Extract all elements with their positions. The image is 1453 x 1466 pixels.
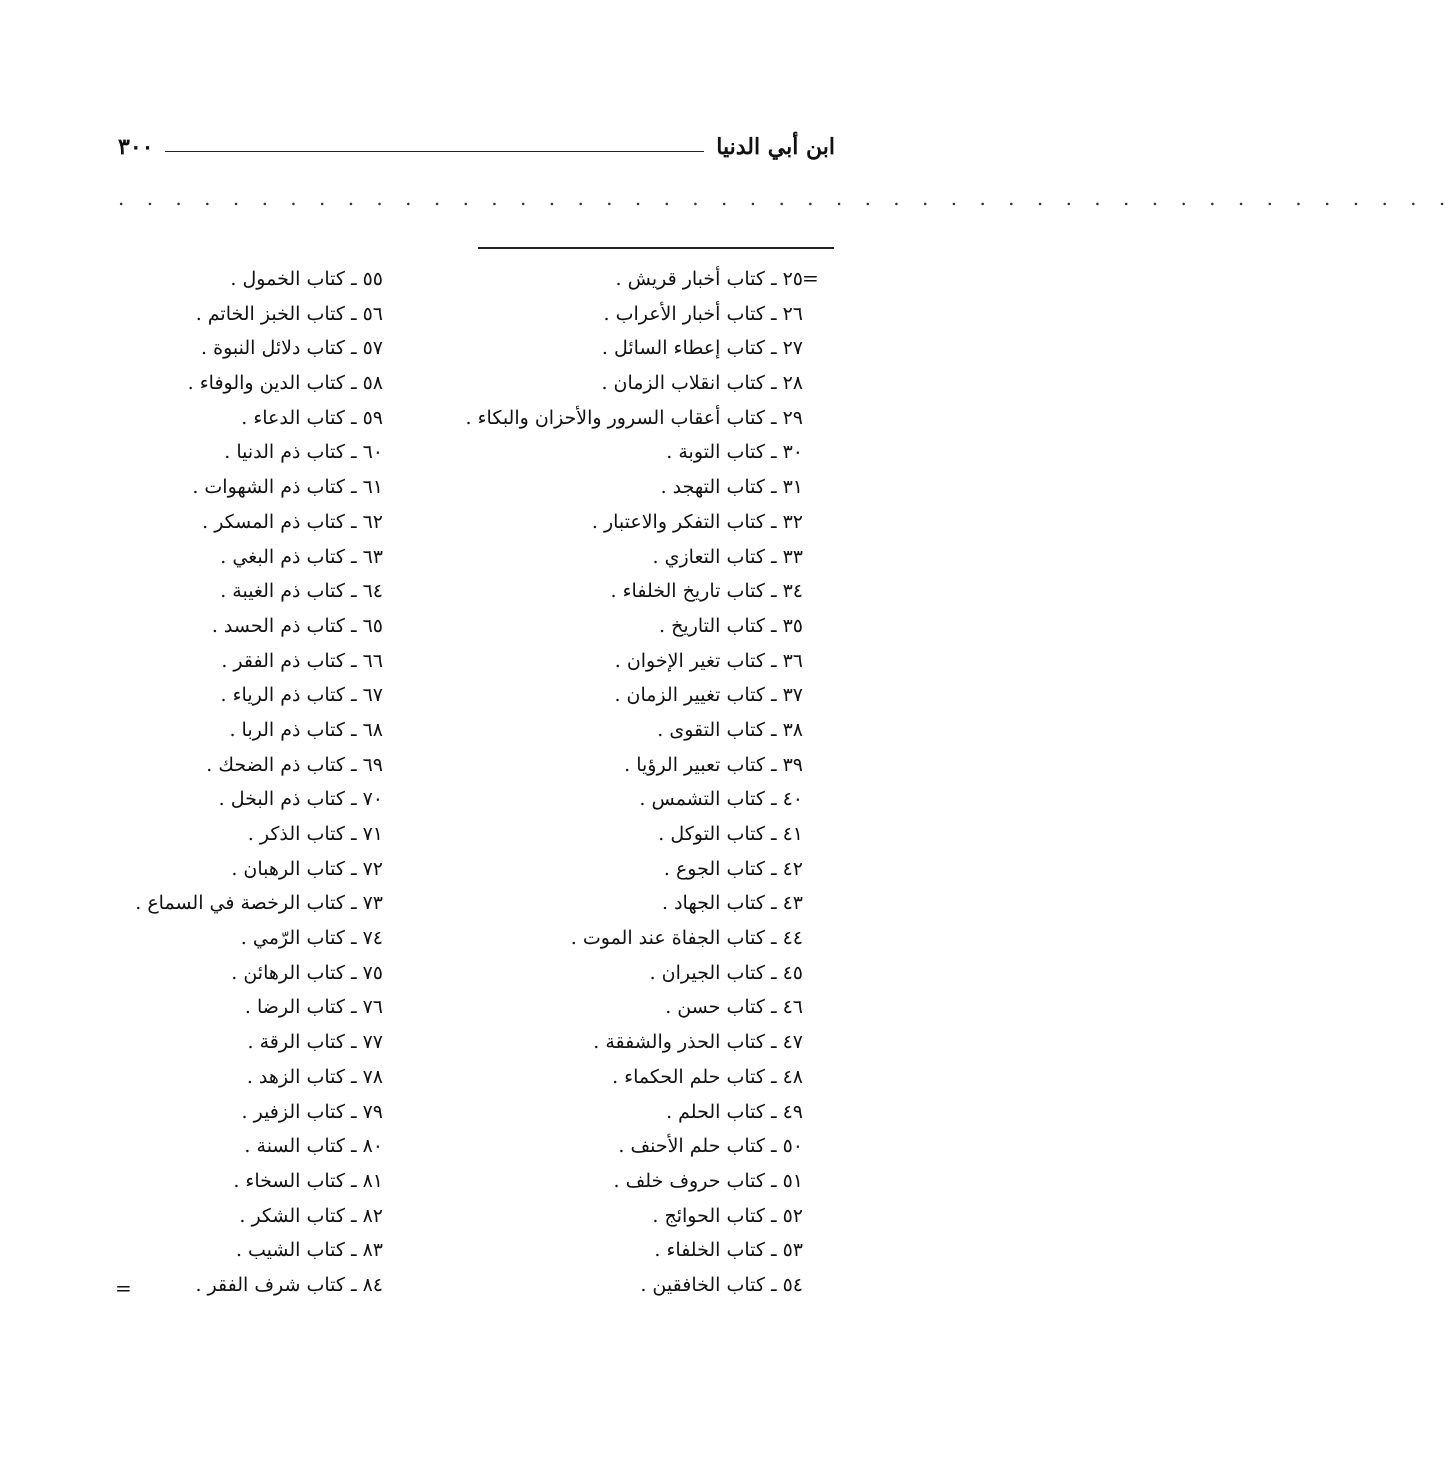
list-item: ٣٦ ـ كتاب تغير الإخوان . xyxy=(614,649,803,672)
list-item: ٣٢ ـ كتاب التفكر والاعتبار . xyxy=(591,510,803,533)
list-item: ٦٧ ـ كتاب ذم الرياء . xyxy=(220,684,383,707)
list-item: ٧٩ ـ كتاب الزفير . xyxy=(241,1100,383,1123)
list-item: ٢٧ ـ كتاب إعطاء السائل . xyxy=(601,337,803,360)
list-item: ٣٨ ـ كتاب التقوى . xyxy=(657,718,803,741)
list-item: ٤٠ ـ كتاب التشمس . xyxy=(639,788,803,811)
list-item: ٤٢ ـ كتاب الجوع . xyxy=(663,857,803,880)
list-item: ٧٨ ـ كتاب الزهد . xyxy=(246,1065,383,1088)
list-item: ٧١ ـ كتاب الذكر . xyxy=(247,823,383,845)
list-item: ٥٥ ـ كتاب الخمول . xyxy=(230,268,383,290)
list-item: ٤٥ ـ كتاب الجيران . xyxy=(649,961,803,984)
list-item: ٧٦ ـ كتاب الرضا . xyxy=(244,996,383,1019)
list-item: ٥١ ـ كتاب حروف خلف . xyxy=(613,1169,803,1192)
list-item: ٦٤ ـ كتاب ذم الغيبة . xyxy=(220,580,383,603)
list-item: ٦٩ ـ كتاب ذم الضحك . xyxy=(206,753,383,776)
running-header xyxy=(118,125,835,169)
list-item: ٣١ ـ كتاب التهجد . xyxy=(660,476,803,499)
list-item: ٣٩ ـ كتاب تعبير الرؤيا . xyxy=(624,753,803,776)
list-item: ٥٣ ـ كتاب الخلفاء . xyxy=(654,1239,803,1262)
list-item: ٤٦ ـ كتاب حسن . xyxy=(665,996,803,1019)
left-column-list xyxy=(135,262,383,1303)
list-item: ٣٠ ـ كتاب التوبة . xyxy=(666,441,803,464)
list-item: ٨١ ـ كتاب السخاء . xyxy=(233,1169,383,1192)
list-item: ٥٨ ـ كتاب الدين والوفاء . xyxy=(187,372,383,395)
continuation-mark-bottom: = xyxy=(115,1276,132,1300)
list-item: ٢٩ ـ كتاب أعقاب السرور والأحزان والبكاء . xyxy=(465,406,803,429)
right-column-list xyxy=(466,262,803,1303)
list-item: ٨٢ ـ كتاب الشكر . xyxy=(239,1204,383,1227)
list-item: ٦٥ ـ كتاب ذم الحسد . xyxy=(211,614,383,637)
list-item: ٥٤ ـ كتاب الخافقين . xyxy=(640,1273,803,1296)
list-item: ٣٤ ـ كتاب تاريخ الخلفاء . xyxy=(610,580,803,603)
list-item: ٢٥ ـ كتاب أخبار قريش . xyxy=(615,268,803,290)
list-item: ٦١ ـ كتاب ذم الشهوات . xyxy=(192,476,383,499)
list-item: ٢٦ ـ كتاب أخبار الأعراب . xyxy=(603,302,803,325)
list-item: ٧٠ ـ كتاب ذم البخل . xyxy=(218,788,383,811)
list-item: ٧٥ ـ كتاب الرهائن . xyxy=(231,961,383,984)
list-item: ٧٤ ـ كتاب الرّمي . xyxy=(240,927,383,950)
list-item: ٣٧ ـ كتاب تغيير الزمان . xyxy=(614,684,803,707)
dotted-separator: . . . . . . . . . . . . . . . . . . . . . . . . . . . . . . . . . . . . . . . . . . . . . . . xyxy=(118,186,1453,210)
header-title: ابن أبي الدنيا xyxy=(716,134,835,160)
list-item: ٨٤ ـ كتاب شرف الفقر . xyxy=(195,1273,383,1296)
list-item: ٤٧ ـ كتاب الحذر والشفقة . xyxy=(593,1031,803,1054)
list-item: ٦٢ ـ كتاب ذم المسكر . xyxy=(202,510,383,533)
list-item: ٥٦ ـ كتاب الخبز الخاتم . xyxy=(195,302,383,325)
list-item: ٥٩ ـ كتاب الدعاء . xyxy=(241,406,383,429)
list-item: ٤٣ ـ كتاب الجهاد . xyxy=(662,892,803,915)
list-item: ٥٠ ـ كتاب حلم الأحنف . xyxy=(618,1135,803,1158)
list-item: ٧٧ ـ كتاب الرقة . xyxy=(247,1031,383,1054)
list-item: ٦٦ ـ كتاب ذم الفقر . xyxy=(221,649,383,672)
list-item: ٥٧ ـ كتاب دلائل النبوة . xyxy=(201,337,383,360)
list-item: ٧٣ ـ كتاب الرخصة في السماع . xyxy=(135,892,383,915)
list-item: ٥٢ ـ كتاب الحوائج . xyxy=(652,1204,803,1227)
list-item: ٤٩ ـ كتاب الحلم . xyxy=(666,1100,803,1123)
list-item: ٣٥ ـ كتاب التاريخ . xyxy=(659,614,803,637)
list-item: ٧٢ ـ كتاب الرهبان . xyxy=(231,857,383,880)
page-number: ٣٠٠ xyxy=(118,134,154,160)
list-item: ٦٣ ـ كتاب ذم البغي . xyxy=(220,545,383,568)
list-item: ٦٠ ـ كتاب ذم الدنيا . xyxy=(224,441,383,464)
list-item: ٤١ ـ كتاب التوكل . xyxy=(658,823,803,845)
continuation-mark-top: = xyxy=(802,266,819,290)
list-item: ٤٤ ـ كتاب الجفاة عند الموت . xyxy=(570,927,803,950)
header-rule xyxy=(165,151,704,152)
column-top-rule xyxy=(478,247,834,249)
list-item: ٢٨ ـ كتاب انقلاب الزمان . xyxy=(601,372,803,395)
list-item: ٤٨ ـ كتاب حلم الحكماء . xyxy=(612,1065,803,1088)
list-item: ٦٨ ـ كتاب ذم الربا . xyxy=(229,718,383,741)
list-item: ٨٣ ـ كتاب الشيب . xyxy=(235,1239,383,1262)
list-item: ٨٠ ـ كتاب السنة . xyxy=(244,1135,383,1158)
list-item: ٣٣ ـ كتاب التعازي . xyxy=(652,545,803,568)
